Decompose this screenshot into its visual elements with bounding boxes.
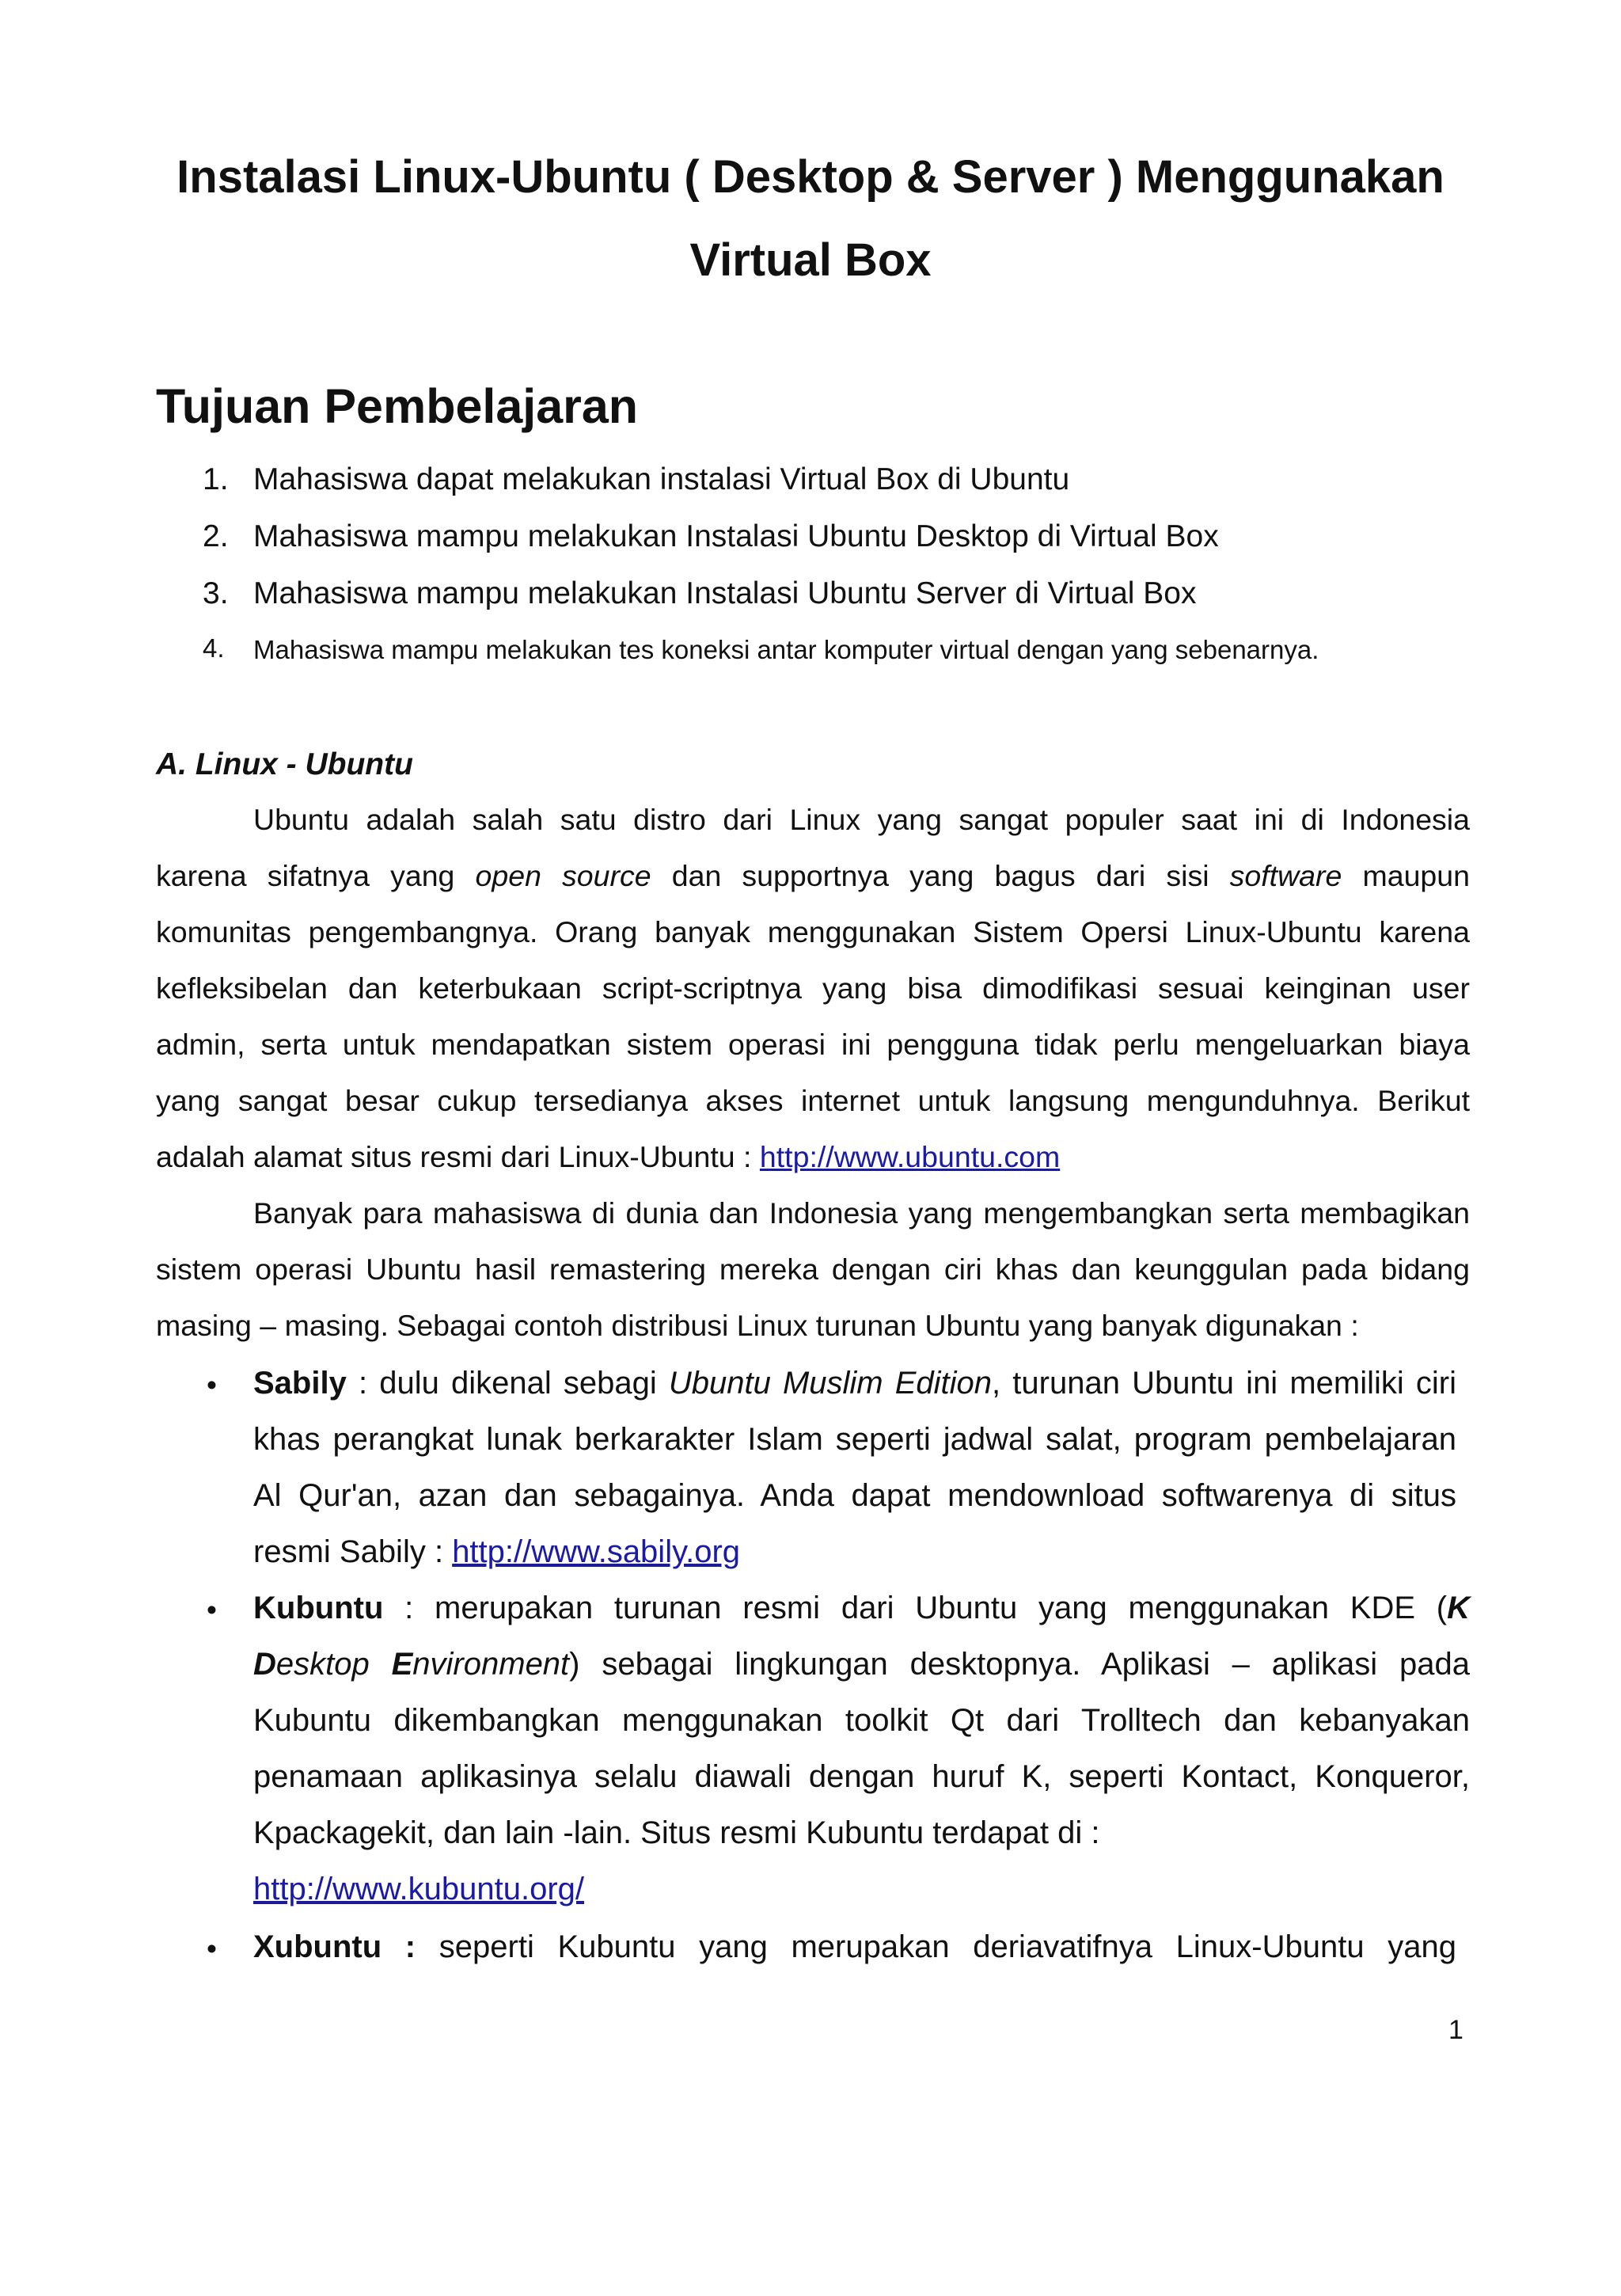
list-number: 3.	[203, 576, 229, 610]
paragraph-line: Ubuntu adalah salah satu distro dari Linux yang sangat populer saat ini di Indonesia	[253, 803, 1470, 836]
kubuntu-link[interactable]: http://www.kubuntu.org/	[253, 1872, 585, 1906]
paragraph-line: masing – masing. Sebagai contoh distribusi Linux turunan Ubuntu yang banyak digunakan :	[156, 1309, 1359, 1342]
bullet-icon: •	[207, 1933, 217, 1965]
bullet-line: Kubuntu : merupakan turunan resmi dari Ubuntu yang menggunakan KDE (K	[253, 1591, 1470, 1625]
paragraph-line: kefleksibelan dan keterbukaan script-scriptnya yang bisa dimodifikasi sesuai keinginan user	[156, 971, 1470, 1005]
document-title-line-2: Virtual Box	[689, 234, 932, 286]
paragraph-line: yang sangat besar cukup tersedianya akses internet untuk langsung mengunduhnya. Berikut	[156, 1084, 1470, 1117]
paragraph-line: sistem operasi Ubuntu hasil remastering mereka dengan ciri khas dan keunggulan pada bidang	[156, 1253, 1470, 1286]
page-number: 1	[1448, 2015, 1463, 2045]
list-item: Mahasiswa mampu melakukan Instalasi Ubuntu Server di Virtual Box	[253, 576, 1197, 610]
bullet-line	[253, 1873, 1456, 1905]
bullet-line: Sabily : dulu dikenal sebagi Ubuntu Muslim Edition, turunan Ubuntu ini memiliki ciri	[253, 1366, 1456, 1401]
bullet-line: Xubuntu : seperti Kubuntu yang merupakan deriavatifnya Linux-Ubuntu yang	[253, 1929, 1456, 1964]
paragraph-line: adalah alamat situs resmi dari Linux-Ubuntu : http://www.ubuntu.com	[156, 1140, 1061, 1173]
paragraph-line: karena sifatnya yang open source dan supportnya yang bagus dari sisi software maupun	[156, 859, 1471, 892]
bullet-line: penamaan aplikasinya selalu diawali dengan huruf K, seperti Kontact, Konqueror,	[253, 1759, 1470, 1794]
list-number: 2.	[203, 519, 229, 553]
paragraph-line: komunitas pengembangnya. Orang banyak menggunakan Sistem Opersi Linux-Ubuntu karena	[156, 915, 1470, 948]
document-title-line-1: Instalasi Linux-Ubuntu ( Desktop & Server ) Menggunakan	[177, 151, 1444, 203]
section-heading-linux-ubuntu: A. Linux - Ubuntu	[156, 747, 413, 781]
paragraph-line: Banyak para mahasiswa di dunia dan Indonesia yang mengembangkan serta membagikan	[253, 1196, 1470, 1230]
bullet-line: Desktop Environment) sebagai lingkungan desktopnya. Aplikasi – aplikasi pada	[253, 1647, 1470, 1682]
bullet-line: resmi Sabily : http://www.sabily.org	[253, 1534, 741, 1569]
paragraph-line: admin, serta untuk mendapatkan sistem operasi ini pengguna tidak perlu mengeluarkan biaya	[156, 1028, 1470, 1061]
list-item: Mahasiswa dapat melakukan instalasi Virtual Box di Ubuntu	[253, 462, 1070, 496]
bullet-line: Kpackagekit, dan lain -lain. Situs resmi Kubuntu terdapat di :	[253, 1815, 1100, 1850]
bullet-icon: •	[207, 1369, 217, 1401]
bullet-line: khas perangkat lunak berkarakter Islam seperti jadwal salat, program pembelajaran	[253, 1422, 1456, 1457]
list-item: Mahasiswa mampu melakukan Instalasi Ubuntu Desktop di Virtual Box	[253, 519, 1219, 553]
list-number: 1.	[203, 462, 229, 496]
bullet-line: Al Qur'an, azan dan sebagainya. Anda dapat mendownload softwarenya di situs	[253, 1478, 1456, 1513]
list-number: 4.	[203, 633, 225, 663]
bullet-icon: •	[207, 1594, 217, 1626]
sabily-link[interactable]: http://www.sabily.org	[452, 1534, 741, 1569]
ubuntu-link[interactable]: http://www.ubuntu.com	[759, 1140, 1061, 1173]
section-heading-goals: Tujuan Pembelajaran	[156, 379, 639, 433]
bullet-line: Kubuntu dikembangkan menggunakan toolkit Qt dari Trolltech dan kebanyakan	[253, 1703, 1470, 1738]
list-item: Mahasiswa mampu melakukan tes koneksi antar komputer virtual dengan yang sebenarnya.	[253, 635, 1319, 664]
